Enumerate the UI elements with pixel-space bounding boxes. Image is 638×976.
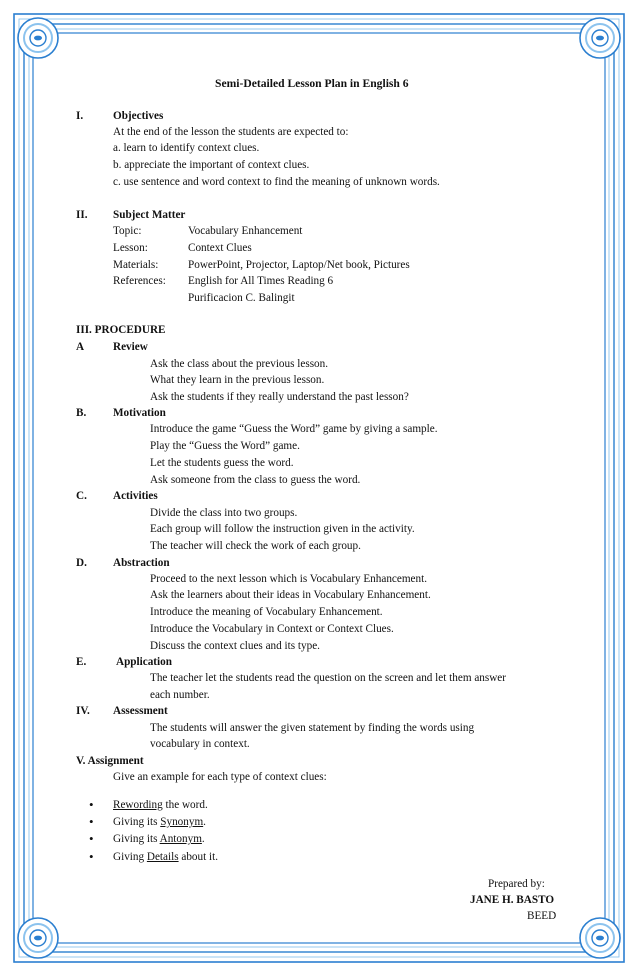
- bullet-keyword: Synonym: [160, 816, 204, 828]
- author-course: BEED: [527, 910, 557, 922]
- objectives-heading: Objectives: [113, 110, 164, 122]
- section-number: D.: [76, 557, 87, 569]
- subject-value: PowerPoint, Projector, Laptop/Net book, Pictures: [188, 259, 410, 271]
- author-name: JANE H. BASTO: [470, 894, 555, 906]
- bullet-keyword: Details: [146, 851, 179, 863]
- bullet-text: .: [203, 816, 206, 828]
- procedure-line: Ask the students if they really understand the past lesson?: [150, 391, 409, 403]
- assignment-bullet: [113, 797, 208, 814]
- subject-label: Materials:: [113, 259, 159, 271]
- section-number: II.: [76, 209, 88, 221]
- subject-label: Lesson:: [113, 242, 148, 254]
- activities-heading: Activities: [113, 490, 158, 502]
- assignment-bullet: [113, 831, 205, 848]
- bullet-text: Giving: [113, 851, 147, 863]
- section-number: A: [76, 341, 85, 353]
- procedure-line: Ask the learners about their ideas in Vocabulary Enhancement.: [150, 589, 431, 601]
- procedure-line: Each group will follow the instruction given in the activity.: [150, 523, 415, 535]
- subject-value: Context Clues: [188, 242, 252, 254]
- procedure-line: Discuss the context clues and its type.: [150, 640, 320, 652]
- bullet-text: .: [201, 833, 205, 845]
- objective-item: a. learn to identify context clues.: [113, 142, 260, 154]
- subject-matter-heading: Subject Matter: [113, 209, 186, 221]
- motivation-heading: Motivation: [113, 407, 166, 419]
- document-title: Semi-Detailed Lesson Plan in English 6: [215, 77, 409, 90]
- section-number: B.: [76, 407, 87, 419]
- procedure-line: Introduce the game “Guess the Word” game by giving a sample.: [150, 423, 438, 435]
- assignment-heading: V. Assignment: [76, 755, 144, 767]
- bullet-text: the word.: [162, 799, 208, 811]
- procedure-line: The teacher let the students read the question on the screen and let them answer: [150, 672, 507, 684]
- prepared-by-label: Prepared by:: [488, 878, 545, 890]
- subject-value: Purificacion C. Balingit: [188, 292, 295, 304]
- section-number: E.: [76, 656, 87, 668]
- subject-label: References:: [113, 275, 166, 287]
- objective-item: b. appreciate the important of context clues.: [113, 159, 310, 171]
- procedure-line: Introduce the meaning of Vocabulary Enhancement.: [150, 606, 383, 618]
- objective-item: c. use sentence and word context to find the meaning of unknown words.: [113, 176, 440, 188]
- review-heading: Review: [113, 341, 148, 353]
- procedure-line: What they learn in the previous lesson.: [150, 374, 325, 386]
- application-heading: Application: [116, 656, 172, 668]
- assignment-intro: Give an example for each type of context clues:: [113, 771, 327, 783]
- procedure-heading: III. PROCEDURE: [76, 324, 166, 336]
- subject-label: Topic:: [113, 225, 142, 237]
- procedure-line: Ask someone from the class to guess the word.: [150, 474, 361, 486]
- bullet-keyword: Antonym: [159, 833, 202, 845]
- section-number: IV.: [76, 705, 90, 717]
- bullet-text: Giving its: [113, 816, 161, 828]
- assessment-line: vocabulary in context.: [150, 738, 250, 750]
- subject-value: English for All Times Reading 6: [188, 275, 334, 287]
- procedure-line: Play the “Guess the Word” game.: [150, 440, 300, 452]
- procedure-line: The teacher will check the work of each group.: [150, 540, 361, 552]
- procedure-line: Let the students guess the word.: [150, 457, 294, 469]
- procedure-line: Proceed to the next lesson which is Vocabulary Enhancement.: [150, 573, 428, 585]
- procedure-line: each number.: [150, 689, 210, 701]
- abstraction-heading: Abstraction: [113, 557, 170, 569]
- bullet-keyword: Rewording: [113, 799, 163, 811]
- assignment-bullet: [113, 814, 206, 831]
- procedure-line: Introduce the Vocabulary in Context or Context Clues.: [150, 623, 394, 635]
- bullet-text: about it.: [178, 851, 219, 863]
- section-number: I.: [76, 110, 84, 122]
- section-number: C.: [76, 490, 87, 502]
- procedure-line: Divide the class into two groups.: [150, 507, 298, 519]
- assessment-line: The students will answer the given statement by finding the words using: [150, 722, 475, 734]
- objectives-intro: At the end of the lesson the students are expected to:: [113, 126, 349, 138]
- bullet-text: Giving its: [113, 833, 160, 845]
- procedure-line: Ask the class about the previous lesson.: [150, 358, 329, 370]
- subject-value: Vocabulary Enhancement: [188, 225, 303, 237]
- assessment-heading: Assessment: [113, 705, 168, 717]
- assignment-bullet: [113, 849, 218, 866]
